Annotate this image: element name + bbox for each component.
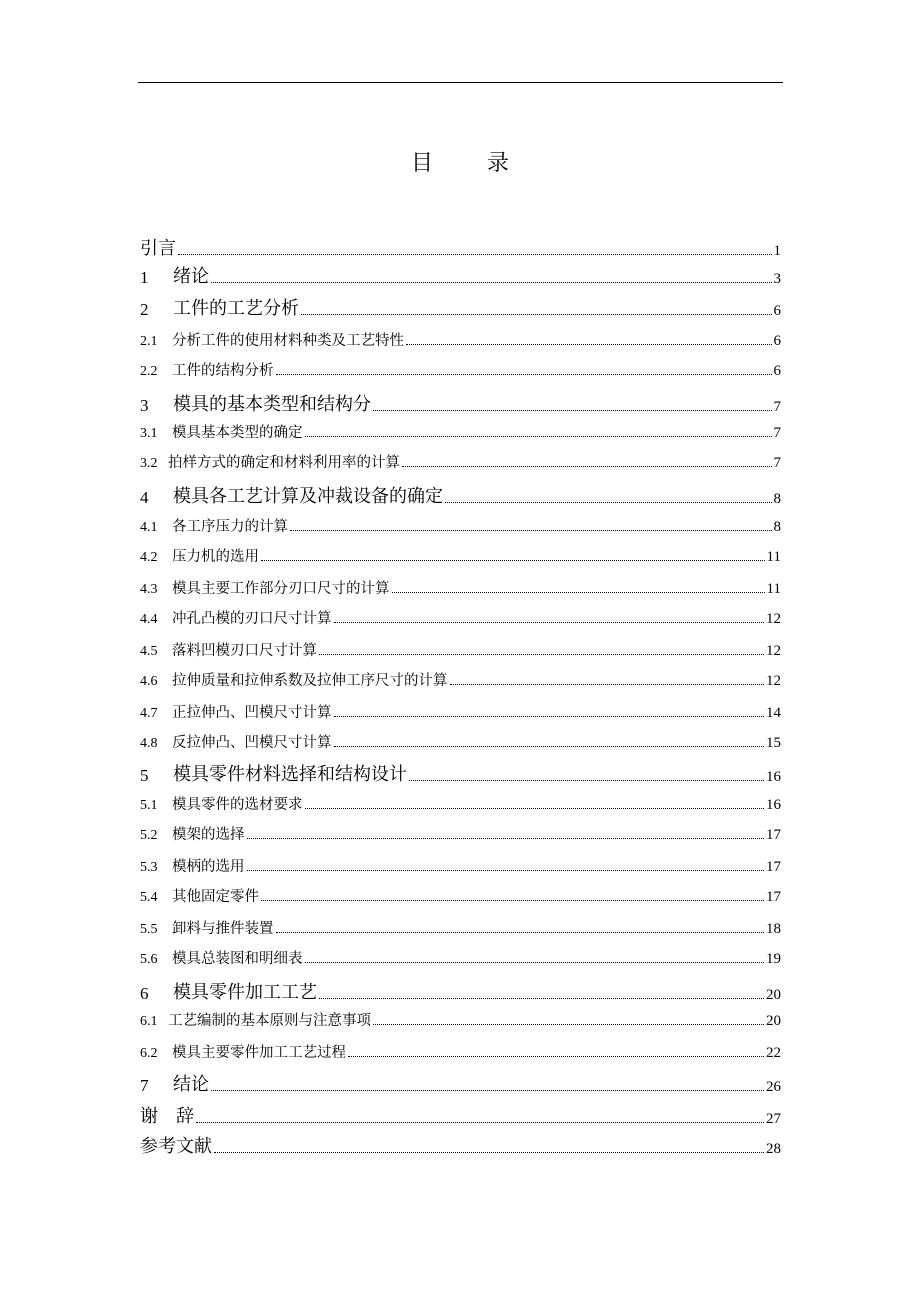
- toc-entry-page-number: 20: [766, 1013, 781, 1029]
- toc-entry-label: 模架的选择: [172, 827, 245, 843]
- toc-dot-leader: [348, 1056, 764, 1057]
- toc-dot-leader: [247, 870, 765, 871]
- toc-entry-page-number: 27: [766, 1111, 781, 1127]
- toc-entry-label: 模柄的选用: [172, 859, 245, 875]
- toc-dot-leader: [450, 684, 765, 685]
- toc-entry[interactable]: [140, 946, 781, 968]
- toc-dot-leader: [305, 808, 765, 809]
- toc-entry-page-number: 17: [766, 827, 781, 843]
- toc-entry[interactable]: [140, 358, 781, 380]
- toc-entry-page-number: 7: [773, 455, 781, 471]
- toc-entry-number: 4.6: [140, 674, 158, 689]
- toc-entry-label: 分析工件的使用材料种类及工艺特性: [172, 333, 404, 349]
- toc-entry-number: 4.4: [140, 612, 158, 627]
- toc-entry[interactable]: [140, 262, 781, 288]
- toc-entry-label: 工艺编制的基本原则与注意事项: [168, 1013, 371, 1029]
- toc-entry-label: 模具主要零件加工工艺过程: [172, 1045, 346, 1061]
- toc-entry[interactable]: [140, 884, 781, 906]
- toc-entry-label: 拉伸质量和拉伸系数及拉伸工序尺寸的计算: [172, 673, 448, 689]
- toc-entry-label: 谢 辞: [140, 1106, 194, 1127]
- toc-entry-page-number: 26: [766, 1079, 781, 1095]
- toc-dot-leader: [402, 466, 772, 467]
- toc-entry-number: 4.5: [140, 644, 158, 659]
- toc-entry-number: 5.1: [140, 798, 158, 813]
- toc-entry-number: 4.8: [140, 736, 158, 751]
- toc-entry-page-number: 14: [766, 705, 781, 721]
- toc-entry[interactable]: [140, 1008, 781, 1030]
- toc-entry-label: 工件的工艺分析: [173, 298, 299, 319]
- toc-dot-leader: [178, 254, 772, 255]
- toc-entry-number: 2: [140, 300, 149, 319]
- toc-dot-leader: [247, 838, 765, 839]
- toc-dot-leader: [334, 622, 765, 623]
- toc-entry-label: 模具零件材料选择和结构设计: [173, 764, 407, 785]
- toc-entry[interactable]: [140, 576, 781, 598]
- toc-entry[interactable]: [140, 760, 781, 786]
- toc-entry-page-number: 12: [766, 643, 781, 659]
- toc-dot-leader: [196, 1122, 764, 1123]
- toc-entry-label: 工件的结构分析: [172, 363, 274, 379]
- toc-entry-label: 模具基本类型的确定: [172, 425, 303, 441]
- toc-entry-page-number: 19: [766, 951, 781, 967]
- toc-entry-page-number: 20: [766, 987, 781, 1003]
- toc-entry[interactable]: [140, 390, 781, 416]
- toc-dot-leader: [261, 560, 765, 561]
- toc-entry-page-number: 6: [773, 333, 781, 349]
- toc-entry-page-number: 11: [766, 581, 781, 597]
- toc-entry-label: 参考文献: [140, 1136, 212, 1157]
- toc-dot-leader: [319, 998, 764, 999]
- toc-entry[interactable]: [140, 606, 781, 628]
- toc-entry-number: 3: [140, 396, 149, 415]
- toc-dot-leader: [211, 1090, 764, 1091]
- toc-entry-page-number: 6: [773, 363, 781, 379]
- toc-entry[interactable]: [140, 482, 781, 508]
- toc-entry-label: 压力机的选用: [172, 549, 259, 565]
- toc-title-char-2: 录: [487, 151, 510, 176]
- toc-entry[interactable]: [140, 822, 781, 844]
- toc-entry[interactable]: [140, 450, 781, 472]
- toc-entry-number: 4.3: [140, 582, 158, 597]
- toc-dot-leader: [211, 282, 772, 283]
- toc-entry[interactable]: [140, 420, 781, 442]
- toc-entry-label: 模具零件的选材要求: [172, 797, 303, 813]
- toc-entry-page-number: 17: [766, 889, 781, 905]
- toc-entry-label: 落料凹模刃口尺寸计算: [172, 643, 317, 659]
- toc-entry-page-number: 28: [766, 1141, 781, 1157]
- toc-entry-number: 5.5: [140, 922, 158, 937]
- toc-dot-leader: [445, 502, 772, 503]
- toc-entry-number: 4.1: [140, 520, 158, 535]
- toc-entry-page-number: 8: [773, 519, 781, 535]
- toc-entry-number: 5.6: [140, 952, 158, 967]
- toc-entry-page-number: 12: [766, 673, 781, 689]
- toc-entry-number: 1: [140, 268, 149, 287]
- toc-entry[interactable]: [140, 1070, 781, 1096]
- toc-title-char-1: 目: [410, 151, 433, 176]
- toc-entry-label: 模具总装图和明细表: [172, 951, 303, 967]
- toc-entry-page-number: 17: [766, 859, 781, 875]
- toc-entry[interactable]: [140, 294, 781, 320]
- toc-entry[interactable]: [140, 854, 781, 876]
- toc-entry-page-number: 16: [766, 769, 781, 785]
- toc-dot-leader: [409, 780, 764, 781]
- toc-entry-number: 5.3: [140, 860, 158, 875]
- toc-dot-leader: [373, 1024, 764, 1025]
- toc-dot-leader: [276, 932, 765, 933]
- toc-title: [0, 146, 920, 177]
- toc-entry-number: 5.4: [140, 890, 158, 905]
- toc-entry-page-number: 12: [766, 611, 781, 627]
- toc-dot-leader: [319, 654, 764, 655]
- toc-entry-number: 4.7: [140, 706, 158, 721]
- toc-entry[interactable]: [140, 792, 781, 814]
- toc-entry[interactable]: [140, 234, 781, 260]
- toc-entry[interactable]: [140, 1102, 781, 1128]
- toc-entry-page-number: 11: [766, 549, 781, 565]
- toc-entry-number: 5.2: [140, 828, 158, 843]
- toc-entry-page-number: 7: [773, 425, 781, 441]
- toc-entry-number: 4.2: [140, 550, 158, 565]
- toc-entry-label: 拍样方式的确定和材料利用率的计算: [168, 455, 400, 471]
- toc-entry[interactable]: [140, 978, 781, 1004]
- toc-dot-leader: [334, 716, 765, 717]
- toc-entry-number: 6.2: [140, 1046, 158, 1061]
- toc-entry-number: 6.1: [140, 1014, 158, 1029]
- toc-entry[interactable]: [140, 668, 781, 690]
- toc-dot-leader: [305, 436, 772, 437]
- toc-entry-page-number: 15: [766, 735, 781, 751]
- toc-entry-page-number: 7: [773, 399, 781, 415]
- toc-entry[interactable]: [140, 916, 781, 938]
- toc-entry-label: 结论: [173, 1074, 209, 1095]
- toc-dot-leader: [261, 900, 764, 901]
- toc-entry-label: 卸料与推件装置: [172, 921, 274, 937]
- toc-entry-label: 反拉伸凸、凹模尺寸计算: [172, 735, 332, 751]
- toc-entry-number: 2.1: [140, 334, 158, 349]
- toc-entry-label: 各工序压力的计算: [172, 519, 288, 535]
- toc-entry-number: 3.2: [140, 456, 158, 471]
- toc-entry[interactable]: [140, 1040, 781, 1062]
- toc-entry-page-number: 1: [773, 243, 781, 259]
- toc-entry-label: 冲孔凸模的刃口尺寸计算: [172, 611, 332, 627]
- toc-entry-label: 引言: [140, 238, 176, 259]
- toc-entry-page-number: 6: [773, 303, 781, 319]
- toc-entry[interactable]: [140, 638, 781, 660]
- toc-entry-number: 2.2: [140, 364, 158, 379]
- toc-entry-label: 模具零件加工工艺: [173, 982, 317, 1003]
- toc-dot-leader: [276, 374, 772, 375]
- toc-entry-label: 模具的基本类型和结构分: [173, 394, 371, 415]
- toc-entry-label: 绪论: [173, 266, 209, 287]
- toc-entry-page-number: 22: [766, 1045, 781, 1061]
- toc-entry-number: 5: [140, 766, 149, 785]
- toc-entry-number: 3.1: [140, 426, 158, 441]
- toc-entry[interactable]: [140, 328, 781, 350]
- toc-entry-label: 模具各工艺计算及冲裁设备的确定: [173, 486, 443, 507]
- toc-entry-number: 7: [140, 1076, 149, 1095]
- header-rule: [138, 82, 783, 83]
- toc-dot-leader: [301, 314, 772, 315]
- toc-entry-label: 模具主要工作部分刃口尺寸的计算: [172, 581, 390, 597]
- toc-dot-leader: [290, 530, 772, 531]
- toc-dot-leader: [305, 962, 765, 963]
- toc-dot-leader: [214, 1152, 764, 1153]
- toc-entry-number: 4: [140, 488, 149, 507]
- toc-entry-label: 其他固定零件: [172, 889, 259, 905]
- toc-entry-page-number: 18: [766, 921, 781, 937]
- toc-entry-page-number: 3: [773, 271, 781, 287]
- toc-entry[interactable]: [140, 700, 781, 722]
- toc-entry-page-number: 16: [766, 797, 781, 813]
- toc-entry-number: 6: [140, 984, 149, 1003]
- toc-dot-leader: [406, 344, 772, 345]
- toc-dot-leader: [334, 746, 765, 747]
- toc-entry[interactable]: [140, 730, 781, 752]
- toc-entry[interactable]: [140, 514, 781, 536]
- toc-entry[interactable]: [140, 1132, 781, 1158]
- toc-entry[interactable]: [140, 544, 781, 566]
- toc-entry-page-number: 8: [773, 491, 781, 507]
- toc-dot-leader: [392, 592, 765, 593]
- toc-entry-label: 正拉伸凸、凹模尺寸计算: [172, 705, 332, 721]
- toc-dot-leader: [373, 410, 772, 411]
